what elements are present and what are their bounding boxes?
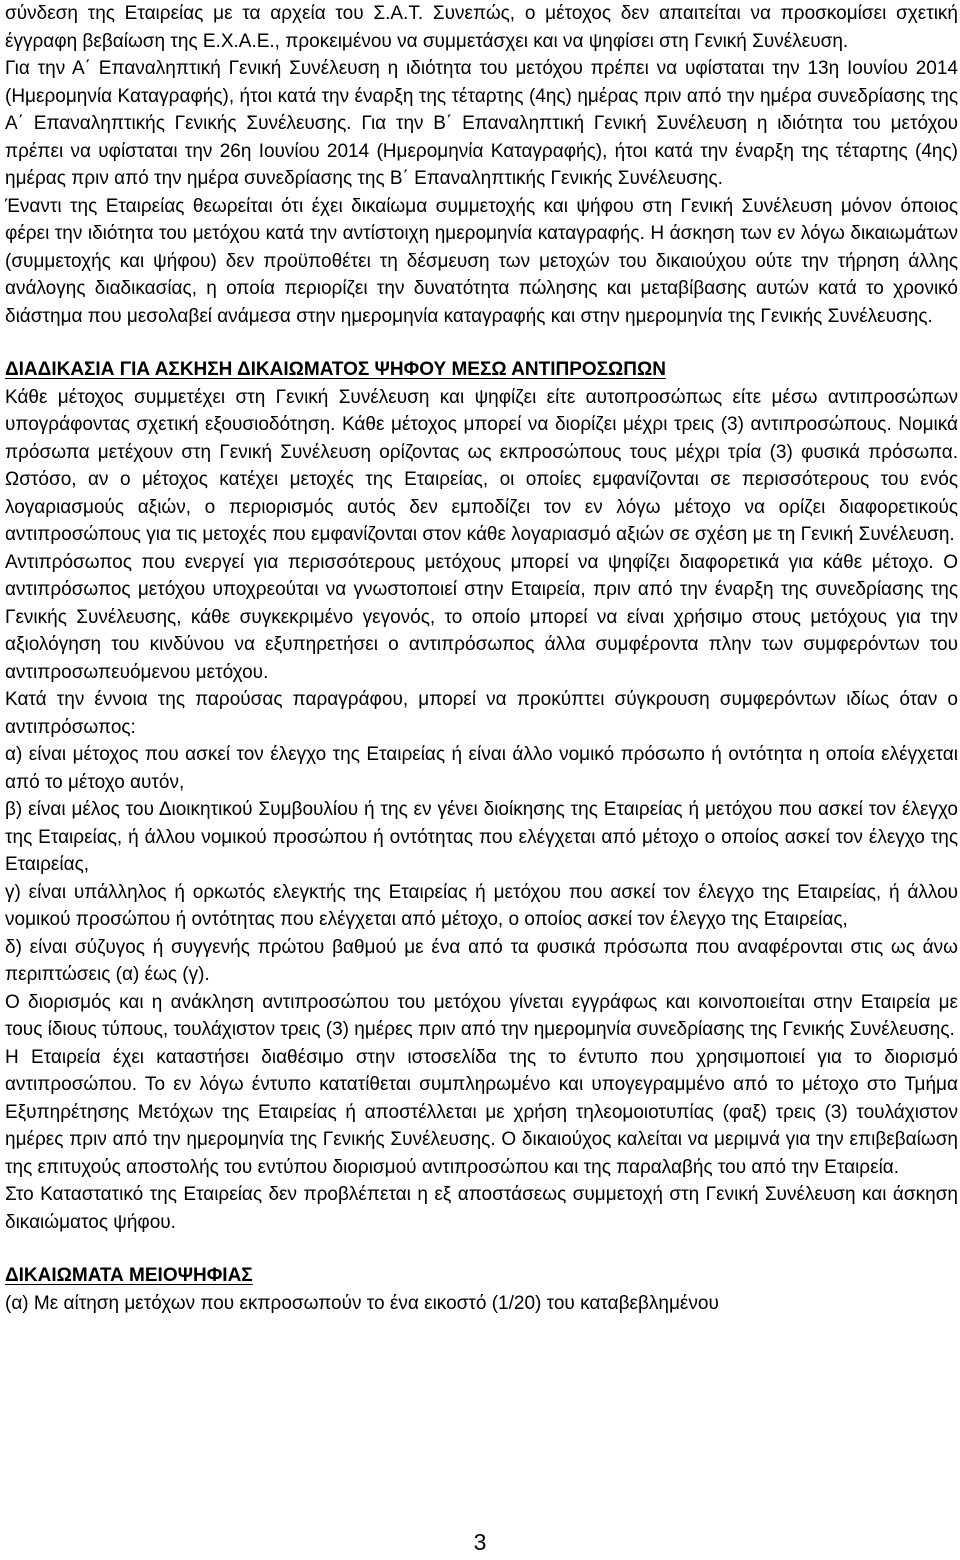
conflict-item-a: α) είναι μέτοχος που ασκεί τον έλεγχο της Εταιρείας ή είναι άλλο νομικό πρόσωπο ή οντότητα η οποία ελέγχεται από το μέτοχο αυτόν, xyxy=(5,744,958,793)
intro-paragraph-1: σύνδεση της Εταιρείας με τα αρχεία του Σ.Α.Τ. Συνεπώς, ο μέτοχος δεν απαιτείται να προσκομίσει σχετική έγγραφη βεβαίωση της Ε.Χ.Α.Ε., προκειμένου να συμμετάσχει και να ψηφίσει στη Γενική Συνέλευση. xyxy=(5,3,958,52)
proxy-paragraph-2: Αντιπρόσωπος που ενεργεί για περισσότερους μετόχους μπορεί να ψηφίζει διαφορετικά για κάθε μέτοχο. Ο αντιπρόσωπος μετόχου υποχρεούται να γνωστοποιεί στην Εταιρεία, πριν από την έναρξη της συνεδρίασης της Γενικής Συνέλευσης, κάθε συγκεκριμένο γεγονός, το οποίο μπορεί να είναι χρήσιμο στους μετόχους για την αξιολόγηση του κινδύνου να εξυπηρετήσει ο αντιπρόσωπος άλλα συμφέροντα πλην των συμφερόντων του αντιπροσωπευόμενου μετόχου. xyxy=(5,551,958,683)
conflict-item-d: δ) είναι σύζυγος ή συγγενής πρώτου βαθμού με ένα από τα φυσικά πρόσωπα που αναφέρονται στις ως άνω περιπτώσεις (α) έως (γ). xyxy=(5,936,958,985)
conflict-item-c: γ) είναι υπάλληλος ή ορκωτός ελεγκτής της Εταιρείας ή μετόχου που ασκεί τον έλεγχο της Εταιρείας, ή άλλου νομικού προσώπου ή οντότητας που ελέγχεται από μέτοχο, ο οποίος ασκεί τον έλεγχο της Εταιρείας, xyxy=(5,881,958,930)
conflict-item-b: β) είναι μέλος του Διοικητικού Συμβουλίου ή της εν γένει διοίκησης της Εταιρείας ή μετόχου που ασκεί τον έλεγχο της Εταιρείας, ή άλλου νομικού προσώπου ή οντότητας που ελέγχεται από μέτοχο ο οποίος ασκεί τον έλεγχο της Εταιρείας, xyxy=(5,799,958,875)
document-page xyxy=(5,0,958,1317)
proxy-paragraph-1: Κάθε μέτοχος συμμετέχει στη Γενική Συνέλευση και ψηφίζει είτε αυτοπροσώπως είτε μέσω αντιπροσώπων υπογράφοντας σχετική εξουσιοδότηση. Κάθε μέτοχος μπορεί να διορίζει μέχρι τρεις (3) αντιπροσώπους. Νομικά πρόσωπα μετέχουν στη Γενική Συνέλευση ορίζοντας ως εκπροσώπους τους μέχρι τρία (3) φυσικά πρόσωπα. Ωστόσο, αν ο μέτοχος κατέχει μετοχές της Εταιρείας, οι οποίες εμφανίζονται σε περισσότερους του ενός λογαριασμούς αξιών, ο περιορισμός αυτός δεν εμποδίζει τον εν λόγω μέτοχο να ορίζει διαφορετικούς αντιπροσώπους για τις μετοχές που εμφανίζονται στον κάθε λογαριασμό αξιών σε σχέση με τη Γενική Συνέλευση. xyxy=(5,386,958,545)
section-spacer xyxy=(5,1236,958,1262)
section-spacer xyxy=(5,330,958,356)
proxy-paragraph-remote: Στο Καταστατικό της Εταιρείας δεν προβλέπεται η εξ αποστάσεως συμμετοχή στη Γενική Συνέλευση και άσκηση δικαιώματος ψήφου. xyxy=(5,1184,958,1233)
intro-paragraph-3: Έναντι της Εταιρείας θεωρείται ότι έχει δικαίωμα συμμετοχής και ψήφου στη Γενική Συνέλευση μόνον όποιος φέρει την ιδιότητα του μετόχου κατά την αντίστοιχη ημερομηνία καταγραφής. Η άσκηση των εν λόγω δικαιωμάτων (συμμετοχής και ψήφου) δεν προϋποθέτει τη δέσμευση των μετοχών του δικαιούχου ούτε την τήρηση άλλης ανάλογης διαδικασίας, η οποία περιορίζει την δυνατότητα πώλησης και μεταβίβασης αυτών κατά το χρονικό διάστημα που μεσολαβεί ανάμεσα στην ημερομηνία καταγραφής και στην ημερομηνία της Γενικής Συνέλευσης. xyxy=(5,195,958,327)
minority-section-heading: ΔΙΚΑΙΩΜΑΤΑ ΜΕΙΟΨΗΦΙΑΣ xyxy=(5,1265,253,1286)
minority-paragraph-1: (α) Με αίτηση μετόχων που εκπροσωπούν το ένα εικοστό (1/20) του καταβεβλημένου xyxy=(5,1292,719,1314)
page-number: 3 xyxy=(473,1529,487,1555)
proxy-paragraph-appointment: Ο διορισμός και η ανάκληση αντιπροσώπου του μετόχου γίνεται εγγράφως και κοινοποιείται στην Εταιρεία με τους ίδιους τύπους, τουλάχιστον τρεις (3) ημέρες πριν από την ημερομηνία συνεδρίασης της Γενικής Συνέλευσης. xyxy=(5,991,958,1040)
proxy-paragraph-3: Κατά την έννοια της παρούσας παραγράφου, μπορεί να προκύπτει σύγκρουση συμφερόντων ιδίως όταν ο αντιπρόσωπος: xyxy=(5,689,958,738)
proxy-section-heading: ΔΙΑΔΙΚΑΣΙΑ ΓΙΑ ΑΣΚΗΣΗ ΔΙΚΑΙΩΜΑΤΟΣ ΨΗΦΟΥ ΜΕΣΩ ΑΝΤΙΠΡΟΣΩΠΩΝ xyxy=(5,359,666,380)
intro-paragraph-2: Για την Α΄ Επαναληπτική Γενική Συνέλευση η ιδιότητα του μετόχου πρέπει να υφίσταται την 13η Ιουνίου 2014 (Ημερομηνία Καταγραφής), ήτοι κατά την έναρξη της τέταρτης (4ης) ημέρας πριν από την ημέρα συνεδρίασης της Α΄ Επαναληπτικής Γενικής Συνέλευσης. Για την Β΄ Επαναληπτική Γενική Συνέλευση η ιδιότητα του μετόχου πρέπει να υφίσταται την 26η Ιουνίου 2014 (Ημερομηνία Καταγραφής), ήτοι κατά την έναρξη της τέταρτης (4ης) ημέρας πριν από την ημέρα συνεδρίασης της Β΄ Επαναληπτικής Γενικής Συνέλευσης. xyxy=(5,58,958,189)
proxy-paragraph-form: Η Εταιρεία έχει καταστήσει διαθέσιμο στην ιστοσελίδα της το έντυπο που χρησιμοποιεί για το διορισμό αντιπροσώπου. Το εν λόγω έντυπο κατατίθεται συμπληρωμένο και υπογεγραμμένο από το μέτοχο στο Τμήμα Εξυπηρέτησης Μετόχων της Εταιρείας ή αποστέλλεται με χρήση τηλεομοιοτυπίας (φαξ) τρεις (3) τουλάχιστον ημέρες πριν από την ημερομηνία της Γενικής Συνέλευσης. Ο δικαιούχος καλείται να μεριμνά για την επιβεβαίωση της επιτυχούς αποστολής του εντύπου διορισμού αντιπροσώπου και της παραλαβής του από την Εταιρεία. xyxy=(5,1046,958,1178)
